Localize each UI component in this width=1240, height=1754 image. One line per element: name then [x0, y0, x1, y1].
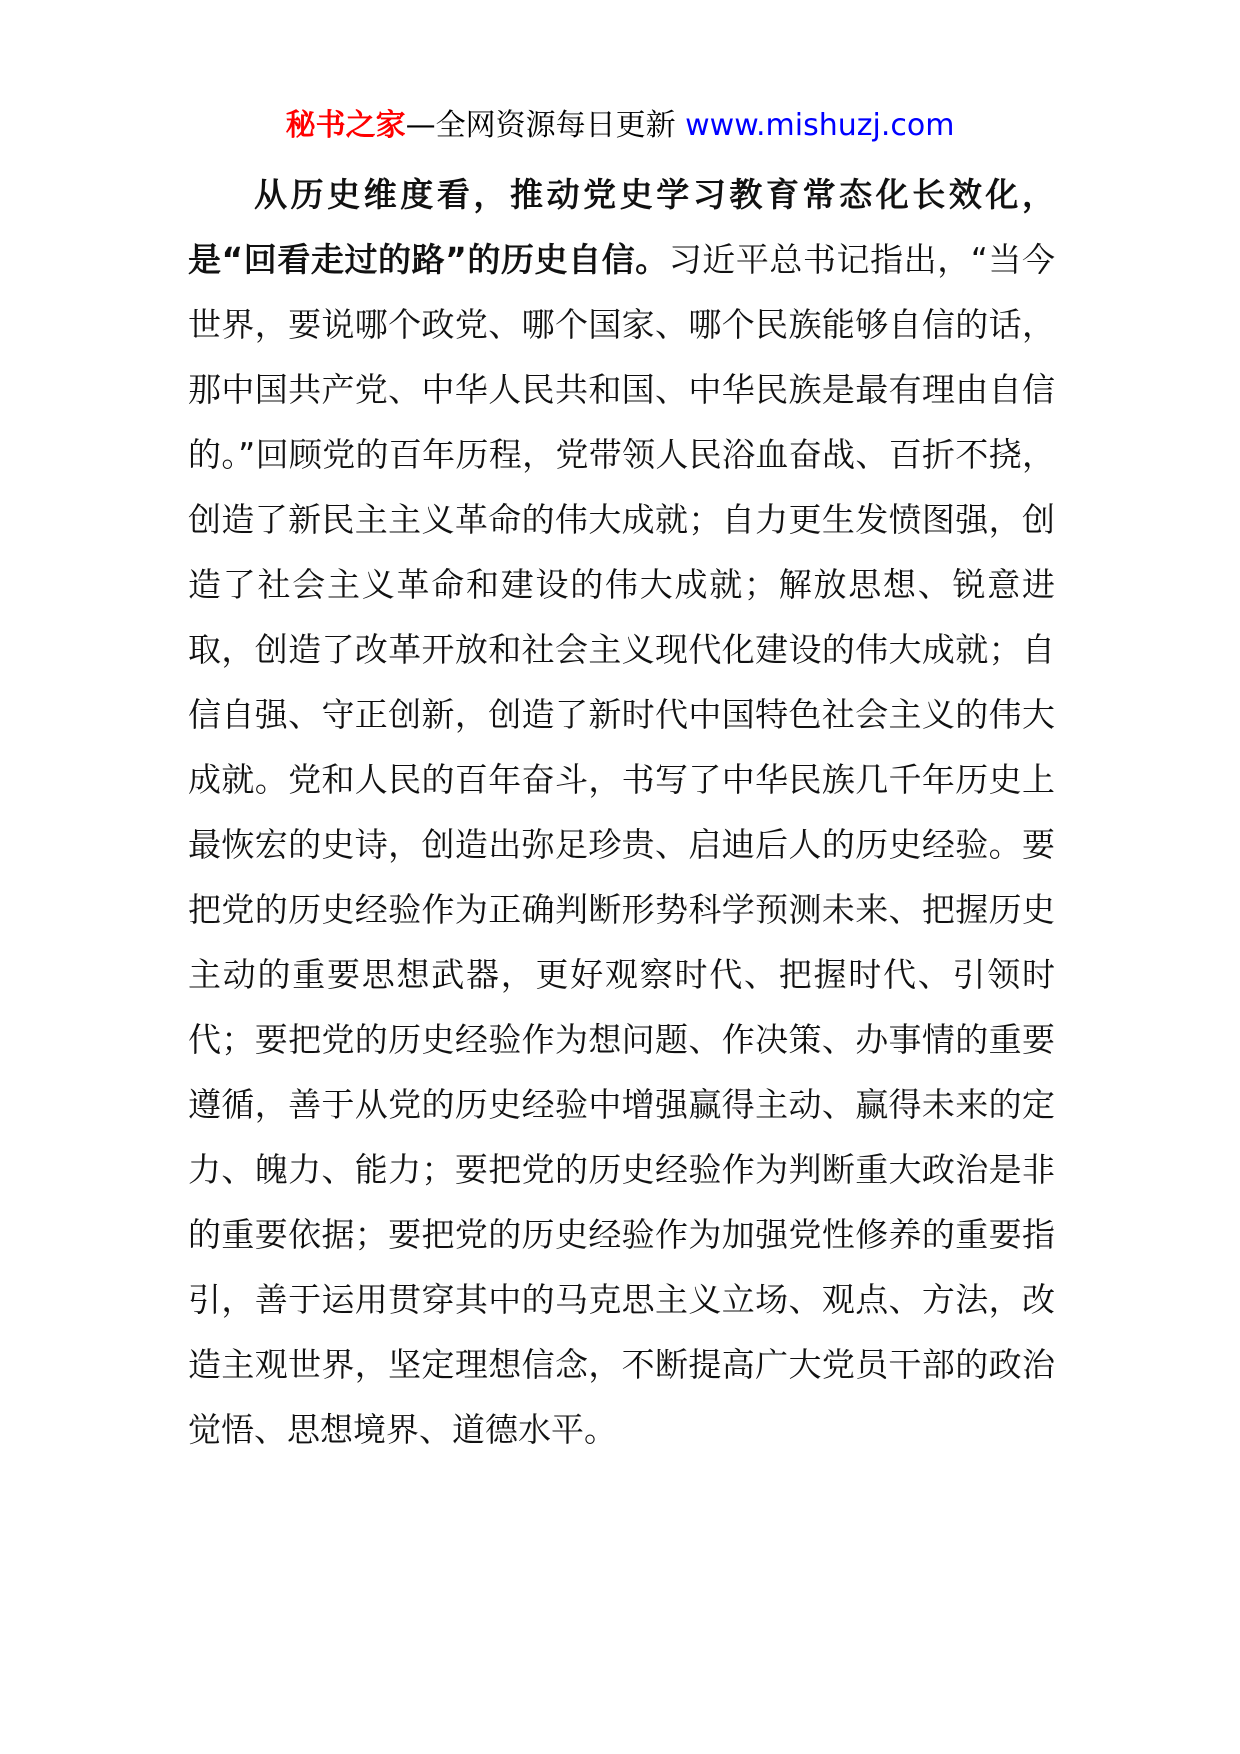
brand-name: 秘书之家	[285, 108, 406, 143]
header-tagline: —全网资源每日更新	[405, 108, 676, 143]
article-content	[188, 162, 1055, 1462]
paragraph	[188, 162, 1055, 1462]
paragraph-body: 习近平总书记指出，“当今世界，要说哪个政党、哪个国家、哪个民族能够自信的话，那中国共产党、中华人民共和国、中华民族是最有理由自信的。”回顾党的百年历程，党带领人民浴血奋战、百折不挠，创造了新民主主义革命的伟大成就；自力更生发愤图强，创造了社会主义革命和建设的伟大成就；解放思想、锐意进取，创造了改革开放和社会主义现代化建设的伟大成就；自信自强、守正创新，创造了新时代中国特色社会主义的伟大成就。党和人民的百年奋斗，书写了中华民族几千年历史上最恢宏的史诗，创造出弥足珍贵、启迪后人的历史经验。要把党的历史经验作为正确判断形势科学预测未来、把握历史主动的重要思想武器，更好观察时代、把握时代、引领时代；要把党的历史经验作为想问题、作决策、办事情的重要遵循，善于从党的历史经验中增强赢得主动、赢得未来的定力、魄力、能力；要把党的历史经验作为判断重大政治是非的重要依据；要把党的历史经验作为加强党性修养的重要指引，善于运用贯穿其中的马克思主义立场、观点、方法，改造主观世界，坚定理想信念，不断提高广大党员干部的政治觉悟、思想境界、道德水平。	[188, 240, 1055, 1449]
page-header	[0, 104, 1240, 148]
lead-sentence: 从历史维度看，推动党史学习教育常态化长效化，是“回看走过的路”的历史自信。	[188, 175, 1055, 279]
website-link[interactable]: www.mishuzj.com	[685, 108, 955, 143]
